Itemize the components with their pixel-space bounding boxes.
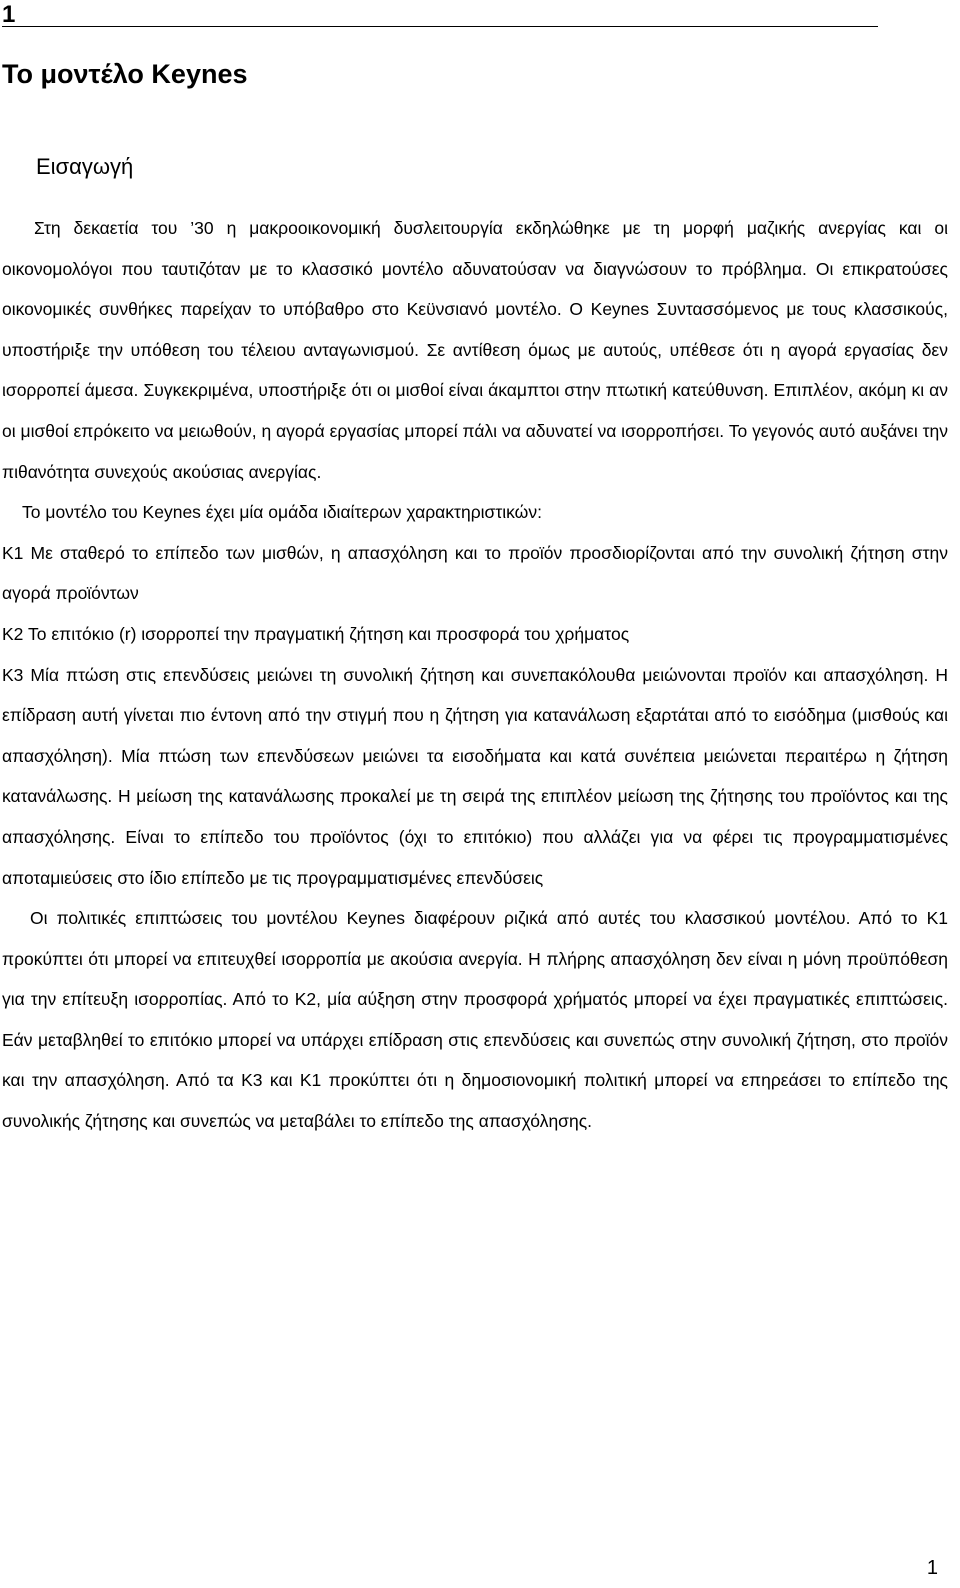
feature-k3-paragraph: Κ3 Μία πτώση στις επενδύσεις μειώνει τη συνολική ζήτηση και συνεπακόλουθα μειώνονται προϊόν και απασχόληση. Η επίδραση αυτή γίνεται πιο έντονη από την στιγμή που η ζήτηση για κατανάλωση εξαρτάται από το εισόδημα (μισθούς και απασχόληση). Μία πτώση των επενδύσεων μειώνει τα εισοδήματα και κατά συνέπεια μειώνεται περαιτέρω η ζήτηση κατανάλωσης. Η μείωση της κατανάλωσης προκαλεί με τη σειρά της επιπλέον μείωση της ζήτησης του προϊόντος και της απασχόλησης. Είναι το επίπεδο του προϊόντος (όχι το επιτόκιο) που αλλάζει για να φέρει τις προγραμματισμένες αποταμιεύσεις στο ίδιο επίπεδο με τις προγραμματισμένες επενδύσεις bbox=[2, 664, 948, 888]
intro-paragraph: Στη δεκαετία του ’30 η μακροοικονομική δυσλειτουργία εκδηλώθηκε με τη μορφή μαζικής ανεργίας και οι οικονομολόγοι που ταυτιζόταν με το κλασσικό μοντέλο αδυνατούσαν να διαγνώσουν το πρόβλημα. Οι επικρατούσες οικονομικές συνθήκες παρείχαν το υπόβαθρο στο Κεϋνσιανό μοντέλο. Ο Keynes Συντασσόμενος με τους κλασσικούς, υποστήριξε την υπόθεση του τέλειου ανταγωνισμού. Σε αντίθεση όμως με αυτούς, υπέθεσε ότι η αγορά εργασίας δεν ισορροπεί άμεσα. Συγκεκριμένα, υποστήριξε ότι οι μισθοί είναι άκαμπτοι στην πτωτική κατεύθυνση. Επιπλέον, ακόμη κι αν οι μισθοί επρόκειτο να μειωθούν, η αγορά εργασίας μπορεί πάλι να αδυνατεί να ισορροπήσει. Το γεγονός αυτό αυξάνει την πιθανότητα συνεχούς ακούσιας ανεργίας. bbox=[2, 218, 948, 482]
feature-k2-paragraph: Κ2 Το επιτόκιο (r) ισορροπεί την πραγματική ζήτηση και προσφορά του χρήματος bbox=[2, 623, 630, 644]
policy-paragraph: Οι πολιτικές επιπτώσεις του μοντέλου Keynes διαφέρουν ριζικά από αυτές του κλασσικού μοντέλου. Από το Κ1 προκύπτει ότι μπορεί να επιτευχθεί ισορροπία με ακούσια ανεργία. Η πλήρης απασχόληση δεν είναι η μόνη προϋπόθεση για την επίτευξη ισορροπίας. Από το Κ2, μία αύξηση στην προσφορά χρήματός μπορεί να έχει πραγματικές επιπτώσεις. Εάν μεταβληθεί το επιτόκιο μπορεί να υπάρχει επίδραση στις επενδύσεις και συνεπώς στην συνολική ζήτηση, στο προϊόν και την απασχόληση. Από τα Κ3 και Κ1 προκύπτει ότι η δημοσιονομική πολιτική μπορεί να επηρεάσει το επίπεδο της συνολικής ζήτησης και συνεπώς να μεταβάλει το επίπεδο της απασχόλησης. bbox=[2, 908, 948, 1132]
chapter-number: 1 bbox=[2, 1, 16, 28]
chapter-title: Το μοντέλο Keynes bbox=[2, 59, 248, 89]
page-number: 1 bbox=[926, 1557, 938, 1579]
features-intro-paragraph: Το μοντέλο του Keynes έχει μία ομάδα ιδιαίτερων χαρακτηριστικών: bbox=[22, 502, 542, 523]
chapter-rule bbox=[2, 26, 878, 27]
feature-k1-paragraph: Κ1 Με σταθερό το επίπεδο των μισθών, η απασχόληση και το προϊόν προσδιορίζονται από την συνολική ζήτηση στην αγορά προϊόντων bbox=[2, 542, 948, 604]
body-text bbox=[2, 208, 948, 1142]
section-heading: Εισαγωγή bbox=[36, 154, 134, 179]
